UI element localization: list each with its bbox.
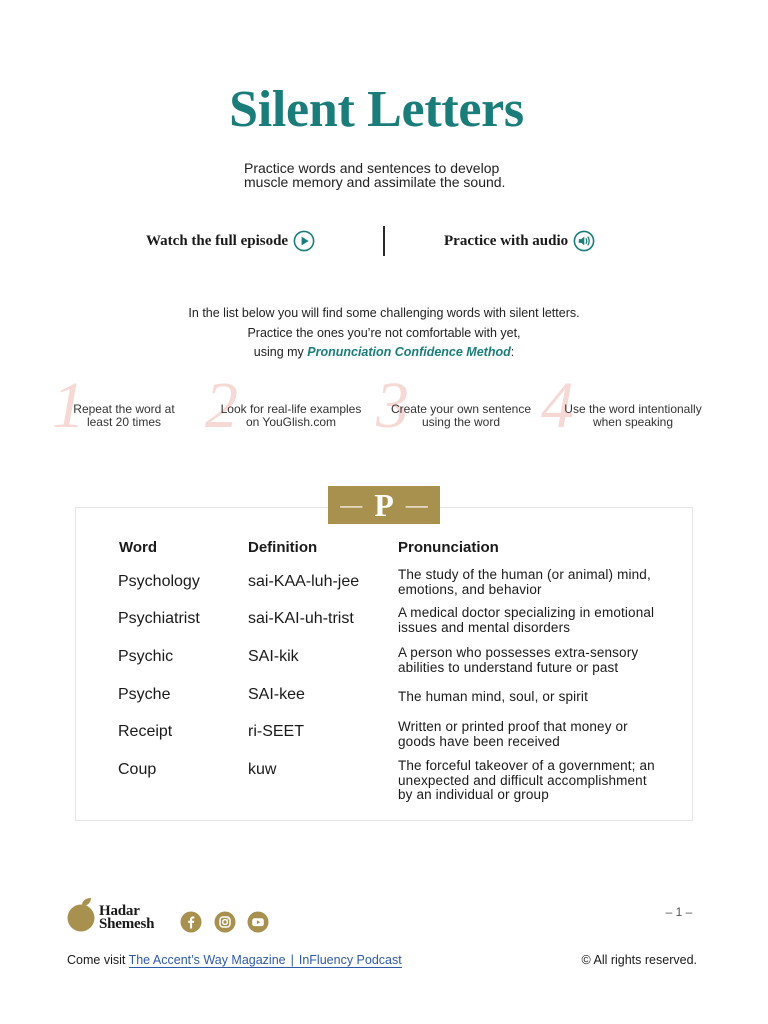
row-word: Coup xyxy=(118,761,157,778)
meaning-line: issues and mental disorders xyxy=(398,619,571,635)
section-letter-badge xyxy=(328,486,440,524)
step-text-line: on YouGlish.com xyxy=(245,415,337,429)
youtube-icon[interactable] xyxy=(247,911,269,933)
table-row xyxy=(0,605,768,635)
podcast-link[interactable]: InFluency Podcast xyxy=(298,953,402,967)
meaning-line: abilities to understand future or past xyxy=(398,659,619,675)
row-word: Psychic xyxy=(118,648,174,665)
meaning-line: A person who possesses extra-sensory xyxy=(398,645,639,660)
visit-line xyxy=(67,953,402,967)
intro-paragraph xyxy=(0,304,768,363)
footer-links xyxy=(129,953,402,968)
table-row xyxy=(0,685,768,705)
meaning-line: A medical doctor specializing in emotional xyxy=(398,605,655,620)
table-row xyxy=(0,645,768,675)
action-divider xyxy=(383,226,385,256)
badge-dash: — xyxy=(340,492,363,517)
meaning-line: The human mind, soul, or spirit xyxy=(398,689,588,704)
column-header-definition: Definition xyxy=(248,539,318,556)
subtitle-line: muscle memory and assimilate the sound. xyxy=(244,174,506,190)
step-examples xyxy=(206,403,376,429)
page-title: Silent Letters xyxy=(229,81,524,138)
visit-prefix: Come visit xyxy=(67,953,129,967)
instagram-icon[interactable] xyxy=(214,911,236,933)
step-number: 3 xyxy=(376,369,409,442)
row-phonetic: sai-KAA-luh-jee xyxy=(248,573,360,590)
row-phonetic: sai-KAI-uh-trist xyxy=(248,610,354,627)
watch-episode-link[interactable] xyxy=(146,230,315,252)
intro-method-suffix: : xyxy=(510,345,515,359)
play-circle-icon[interactable] xyxy=(293,230,315,252)
step-text-line: Repeat the word at xyxy=(73,402,175,416)
row-word: Psychiatrist xyxy=(118,610,200,627)
row-word: Psyche xyxy=(118,686,171,703)
row-phonetic: ri-SEET xyxy=(248,723,304,740)
brand-first-name: Hadar xyxy=(99,903,140,919)
watch-episode-label[interactable]: Watch the full episode xyxy=(146,232,289,249)
page-number: – 1 – xyxy=(665,905,693,919)
row-meaning xyxy=(398,646,638,675)
step-text-line: Look for real-life examples xyxy=(220,402,362,416)
brand-name xyxy=(99,905,154,931)
link-separator: | xyxy=(290,953,294,967)
magazine-link[interactable]: The Accent’s Way Magazine xyxy=(128,953,286,967)
column-header-word: Word xyxy=(119,539,158,556)
step-text-line: when speaking xyxy=(592,415,674,429)
practice-audio-label[interactable]: Practice with audio xyxy=(444,232,569,249)
copyright-notice: © All rights reserved. xyxy=(581,953,697,967)
subtitle-line: Practice words and sentences to develop xyxy=(244,160,500,176)
row-word: Receipt xyxy=(118,723,173,740)
method-link[interactable]: Pronunciation Confidence Method xyxy=(307,345,511,359)
facebook-icon[interactable] xyxy=(180,911,202,933)
table-row xyxy=(0,719,768,749)
step-text-line: using the word xyxy=(421,415,501,429)
step-text-line: least 20 times xyxy=(86,415,162,429)
step-number: 1 xyxy=(52,369,85,442)
column-header-pronunciation: Pronunciation xyxy=(398,539,499,556)
row-phonetic: SAI-kee xyxy=(248,686,305,703)
step-text-line: Create your own sentence xyxy=(390,402,532,416)
step-text-line: Use the word intentionally xyxy=(564,402,702,416)
subtitle xyxy=(244,161,505,189)
apple-logo-icon[interactable] xyxy=(66,896,96,934)
row-meaning xyxy=(398,568,651,597)
meaning-line: unexpected and difficult accomplishment xyxy=(398,772,647,788)
step-use xyxy=(548,403,718,429)
row-phonetic: kuw xyxy=(248,761,277,778)
section-letter: P xyxy=(374,487,394,523)
brand-last-name: Shemesh xyxy=(99,916,155,932)
row-phonetic: SAI-kik xyxy=(248,648,299,665)
meaning-line: The study of the human (or animal) mind, xyxy=(398,567,651,582)
speaker-icon[interactable] xyxy=(573,230,595,252)
meaning-line: The forceful takeover of a government; an xyxy=(398,758,655,773)
meaning-line: emotions, and behavior xyxy=(398,581,542,597)
intro-line: Practice the ones you’re not comfortable with yet, xyxy=(247,325,521,340)
intro-line: In the list below you will find some challenging words with silent letters. xyxy=(188,306,580,320)
meaning-line: goods have been received xyxy=(398,733,560,749)
intro-line-method xyxy=(0,343,768,363)
table-row xyxy=(0,567,768,597)
table-row xyxy=(0,758,768,802)
row-meaning xyxy=(398,690,588,705)
row-meaning xyxy=(398,759,655,803)
row-word: Psychology xyxy=(118,573,200,590)
intro-method-prefix: using my xyxy=(253,345,308,359)
badge-dash: — xyxy=(405,492,428,517)
row-meaning xyxy=(398,720,628,749)
step-repeat xyxy=(39,403,209,429)
meaning-line: by an individual or group xyxy=(398,787,549,802)
step-number: 2 xyxy=(205,369,238,442)
step-sentence xyxy=(376,403,546,429)
row-meaning xyxy=(398,606,654,635)
practice-audio-link[interactable] xyxy=(444,230,595,252)
meaning-line: Written or printed proof that money or xyxy=(398,719,628,734)
step-number: 4 xyxy=(541,369,574,442)
